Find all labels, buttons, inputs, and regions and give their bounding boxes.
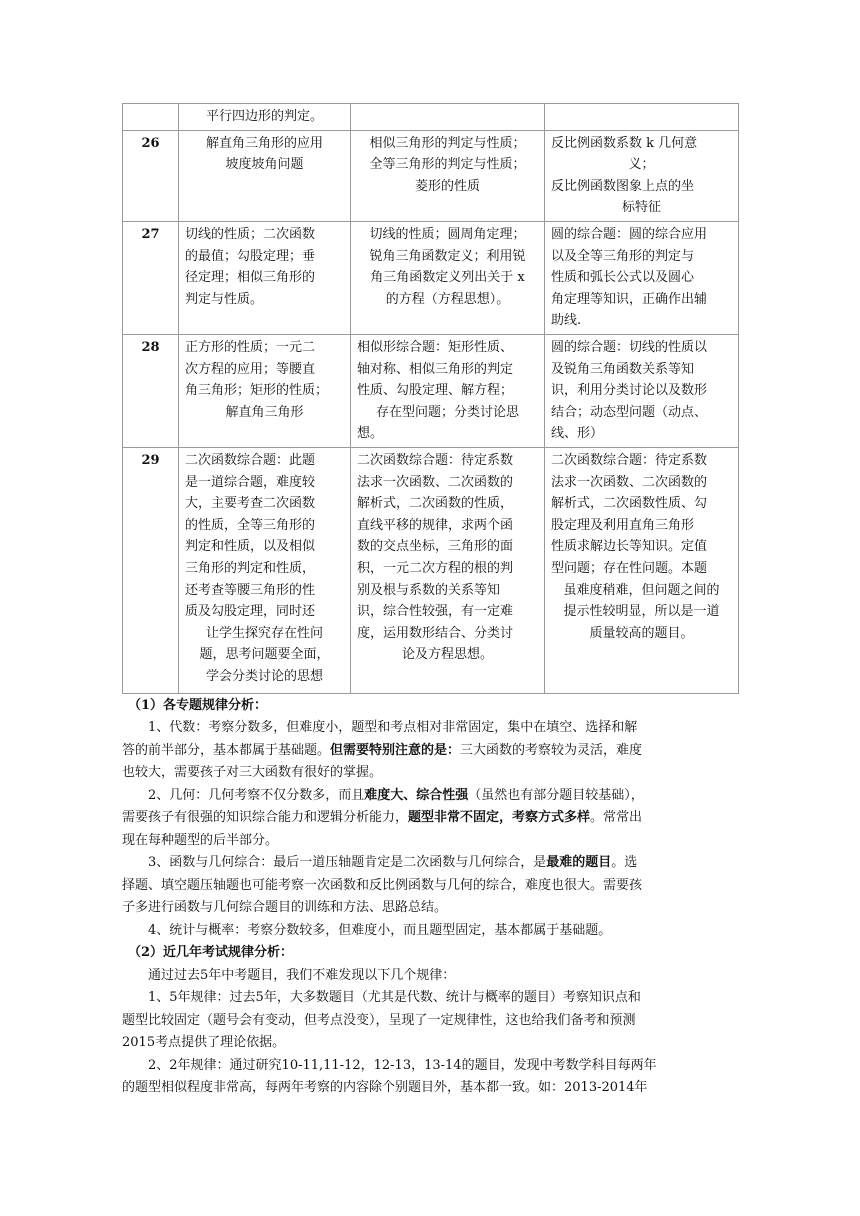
bold-run: 难度大、综合性强 (364, 787, 469, 803)
cell-text-line: 提示性较明显，所以是一道 (563, 604, 720, 620)
table-row (123, 334, 739, 447)
text-run: 。常常出 (590, 810, 643, 826)
year-knowledge-cell (179, 447, 351, 693)
year-knowledge-cell (179, 334, 351, 447)
section1-paragraph-4 (122, 920, 738, 943)
year-knowledge-cell (179, 104, 351, 131)
text-run: 答的前半部分，基本都属于基础题。 (122, 742, 331, 758)
document-page (122, 103, 738, 1100)
cell-text-line: 别及根与系数的关系等知 (357, 582, 501, 598)
year-knowledge-cell (179, 130, 351, 221)
analysis-section (122, 695, 738, 1100)
cell-text-line: 线、形） (551, 426, 604, 442)
cell-text-line: 解直角三角形 (225, 404, 304, 420)
cell-text-line: 判定与性质。 (185, 291, 264, 307)
cell-text-line: 圆的综合题：圆的综合应用 (551, 226, 708, 242)
cell-text-line: 的方程（方程思想）。 (385, 291, 510, 307)
cell-text-line: 标特征 (621, 200, 661, 216)
year-knowledge-cell (545, 104, 739, 131)
section1-title: （1）各专题规律分析： (128, 697, 268, 713)
text-line: 通过过去5年中考题目，我们不难发现以下几个规律： (148, 967, 456, 983)
text-line: 现在每种题型的后半部分。 (122, 832, 279, 848)
cell-text-line: 二次函数综合题：待定系数 (357, 452, 514, 468)
year-knowledge-cell (545, 334, 739, 447)
year-knowledge-cell (545, 447, 739, 693)
cell-text-line: 让学生探究存在性问 (205, 625, 323, 641)
cell-text-line: 及锐角三角函数关系等知 (551, 361, 695, 377)
text-run: 需要孩子有很强的知识综合能力和逻辑分析能力， (122, 810, 409, 826)
year-knowledge-cell (351, 130, 545, 221)
cell-text-line: 质及勾股定理，同时还 (185, 604, 316, 620)
cell-text-line: 股定理及利用直角三角形 (551, 517, 695, 533)
text-line: 1、代数：考察分数多，但难度小，题型和考点相对非常固定，集中在填空、选择和解 (148, 720, 638, 736)
year-knowledge-cell (351, 221, 545, 334)
cell-text-line: 性质、勾股定理、解方程； (357, 383, 514, 399)
text-line: 2、2年规律：通过研究10-11,11-12，12-13，13-14的题目，发现中考数学科目每两年 (148, 1057, 657, 1073)
cell-text-line: 轴对称、相似三角形的判定 (357, 361, 514, 377)
cell-text-line: 角三角形；矩形的性质； (185, 383, 329, 399)
exam-analysis-table (122, 103, 739, 694)
bold-run: 但需要特别注意的是： (330, 742, 461, 758)
year-knowledge-cell (351, 447, 545, 693)
table-row (123, 447, 739, 693)
section2-intro (122, 965, 738, 988)
year-knowledge-cell (545, 221, 739, 334)
cell-text-line: 平行四边形的判定。 (205, 109, 323, 124)
cell-text-line: 型问题；存在性问题。本题 (551, 560, 708, 576)
text-line: 子多进行函数与几何综合题目的训练和方法、思路总结。 (122, 900, 448, 916)
text-run: （虽然也有部分题目较基础）， (468, 787, 644, 803)
year-knowledge-cell (179, 221, 351, 334)
cell-text-line: 的最值；勾股定理；垂 (185, 248, 316, 264)
text-run: 3、函数与几何综合：最后一道压轴题肯定是二次函数与几何综合，是 (148, 855, 547, 871)
cell-text-line: 积，一元二次方程的根的判 (357, 560, 514, 576)
text-line: 择题、填空题压轴题也可能考察一次函数和反比例函数与几何的综合，难度也很大。需要孩 (122, 877, 643, 893)
cell-text-line: 想。 (357, 426, 384, 442)
cell-text-line: 题，思考问题要全面， (199, 647, 330, 663)
cell-text-line: 解析式，二次函数性质、勾 (551, 496, 708, 512)
cell-text-line: 识，利用分类讨论以及数形 (551, 383, 708, 399)
cell-text-line: 切线的性质；二次函数 (185, 226, 316, 242)
text-line (122, 740, 738, 763)
cell-text-line: 的性质，全等三角形的 (185, 517, 316, 533)
cell-text-line: 质量较高的题目。 (589, 625, 694, 641)
cell-text-line: 以及全等三角形的判定与 (551, 248, 695, 264)
text-run: 三大函数的考察较为灵活，难度 (460, 742, 643, 758)
question-number-cell (123, 104, 179, 131)
cell-text-line: 结合；动态型问题（动点、 (551, 404, 708, 420)
section2-title: （2）近几年考试规律分析： (128, 945, 294, 961)
text-line (122, 807, 738, 830)
cell-text-line: 学会分类讨论的思想 (205, 668, 323, 684)
text-line: 题型比较固定（题号会有变动，但考点没变），呈现了一定规律性，这也给我们备考和预测 (122, 1012, 636, 1028)
cell-text-line: 性质和弧长公式以及圆心 (551, 270, 695, 286)
text-run: 2、几何：几何考察不仅分数多，而且 (148, 787, 365, 803)
cell-text-line: 虽难度稍难，但问题之间的 (563, 582, 720, 598)
cell-text-line: 二次函数综合题：此题 (185, 452, 316, 468)
text-line (122, 785, 738, 808)
cell-text-line: 法求一次函数、二次函数的 (357, 474, 514, 490)
section1-paragraph-2 (122, 785, 738, 853)
cell-text-line: 相似三角形的判定与性质； (369, 135, 526, 151)
question-number-cell: 26 (123, 130, 179, 221)
text-line: 1、5年规律：过去5年，大多数题目（尤其是代数、统计与概率的题目）考察知识点和 (148, 990, 641, 1006)
cell-text-line: 论及方程思想。 (401, 647, 493, 663)
question-number-cell: 29 (123, 447, 179, 693)
cell-text-line: 助线. (551, 313, 582, 329)
cell-text-line: 判定和性质，以及相似 (185, 539, 316, 555)
cell-text-line: 锐角三角函数定义；利用锐 (369, 248, 526, 264)
table-row (123, 104, 739, 131)
cell-text-line: 还考查等腰三角形的性 (185, 582, 316, 598)
cell-text-line: 径定理；相似三角形的 (185, 270, 316, 286)
table-body (123, 104, 739, 694)
question-number-cell: 27 (123, 221, 179, 334)
text-line: 4、统计与概率：考察分数较多，但难度小，而且题型固定，基本都属于基础题。 (148, 922, 612, 938)
cell-text-line: 二次函数综合题：待定系数 (551, 452, 708, 468)
cell-text-line: 相似形综合题：矩形性质、 (357, 339, 514, 355)
text-run: 。选 (611, 855, 638, 871)
cell-text-line: 是一道综合题，难度较 (185, 474, 316, 490)
cell-text-line: 解析式，二次函数的性质， (357, 496, 514, 512)
cell-text-line: 解直角三角形的应用 (205, 135, 323, 151)
year-knowledge-cell (351, 334, 545, 447)
year-knowledge-cell (545, 130, 739, 221)
cell-text-line: 角三角函数定义列出关于 x (370, 270, 525, 286)
cell-text-line: 正方形的性质；一元二 (185, 339, 316, 355)
text-line (122, 852, 738, 875)
text-line: 2015考点提供了理论依据。 (122, 1035, 286, 1051)
cell-text-line: 全等三角形的判定与性质； (369, 157, 526, 173)
cell-text-line: 反比例函数系数 k 几何意 (551, 135, 698, 151)
section1-paragraph-3 (122, 852, 738, 920)
table-row (123, 221, 739, 334)
cell-text-line: 识，综合性较强，有一定难 (357, 604, 514, 620)
text-line: 也较大，需要孩子对三大函数有很好的掌握。 (122, 765, 383, 781)
cell-text-line: 大，主要考查二次函数 (185, 496, 316, 512)
section2-paragraph-1 (122, 987, 738, 1055)
cell-text-line: 反比例函数图象上点的坐 (551, 178, 695, 194)
cell-text-line: 切线的性质；圆周角定理； (369, 226, 526, 242)
cell-text-line: 次方程的应用；等腰直 (185, 361, 316, 377)
cell-text-line: 坡度坡角问题 (225, 157, 304, 173)
cell-text-line: 度，运用数形结合、分类讨 (357, 625, 514, 641)
cell-text-line: 数的交点坐标，三角形的面 (357, 539, 514, 555)
cell-text-line: 直线平移的规律，求两个函 (357, 517, 514, 533)
cell-text-line: 圆的综合题：切线的性质以 (551, 339, 708, 355)
year-knowledge-cell (351, 104, 545, 131)
question-number-cell: 28 (123, 334, 179, 447)
cell-text-line: 菱形的性质 (414, 178, 480, 194)
cell-text-line: 法求一次函数、二次函数的 (551, 474, 708, 490)
bold-run: 题型非常不固定，考察方式多样 (408, 810, 591, 826)
text-line: 的题型相似程度非常高，每两年考察的内容除个别题目外，基本都一致。如：2013-2014年 (122, 1080, 648, 1096)
table-row (123, 130, 739, 221)
cell-text-line: 角定理等知识，正确作出辅 (551, 291, 708, 307)
section1-paragraph-1 (122, 717, 738, 785)
cell-text-line: 存在型问题；分类讨论思 (375, 404, 519, 420)
bold-run: 最难的题目 (546, 855, 612, 871)
section2-paragraph-2 (122, 1055, 738, 1100)
cell-text-line: 性质求解边长等知识。定值 (551, 539, 708, 555)
cell-text-line: 义； (628, 157, 655, 173)
cell-text-line: 三角形的判定和性质， (185, 560, 316, 576)
